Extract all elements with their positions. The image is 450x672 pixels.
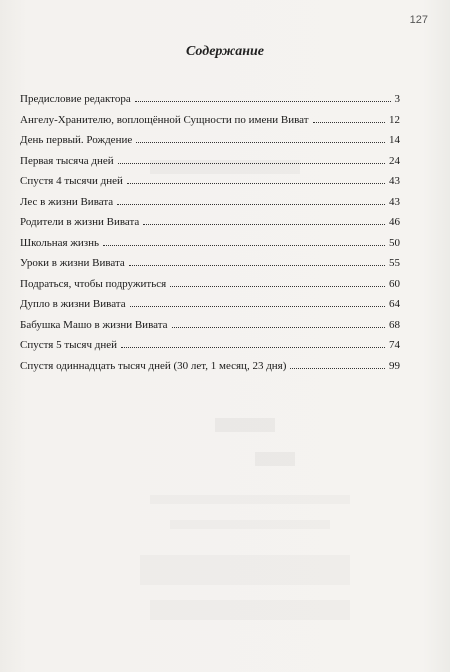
dot-leader	[103, 245, 385, 246]
dot-leader	[129, 265, 385, 266]
toc-entry-title: Лес в жизни Вивата	[20, 195, 114, 208]
toc-entry	[20, 215, 400, 236]
page-number: 127	[409, 14, 428, 26]
dot-leader	[136, 142, 385, 143]
dot-leader	[143, 224, 385, 225]
toc-entry-page: 3	[394, 93, 400, 105]
toc-entry-page: 46	[389, 216, 400, 228]
toc-entry-page: 64	[389, 298, 400, 310]
toc-entry-page: 60	[389, 277, 400, 290]
dot-leader	[290, 368, 385, 369]
toc-title: Содержание	[186, 44, 264, 59]
toc-entry-page: 99	[389, 359, 400, 372]
toc-entry	[20, 318, 400, 339]
toc-entry-page: 12	[389, 113, 400, 126]
show-through-block	[150, 600, 350, 620]
dot-leader	[172, 327, 385, 328]
toc-entry-page: 68	[389, 318, 400, 331]
show-through-block	[150, 495, 350, 504]
toc-entry-title: Предисловие редактора	[20, 93, 131, 105]
dot-leader	[121, 347, 385, 348]
show-through-block	[140, 555, 350, 585]
toc-entry	[20, 195, 400, 216]
toc-entry-page: 43	[389, 175, 400, 187]
toc-entry-title: Уроки в жизни Вивата	[20, 257, 125, 269]
toc-entry-title: Родители в жизни Вивата	[20, 216, 140, 228]
toc-entry	[20, 92, 400, 113]
toc-entry	[20, 338, 400, 359]
toc-entry	[20, 174, 400, 195]
toc-entry	[20, 256, 400, 277]
toc-entry-title: Спустя одиннадцать тысяч дней (30 лет, 1 месяц, 23 дня)	[20, 359, 287, 372]
toc-entry	[20, 359, 400, 380]
toc-entry	[20, 154, 400, 175]
show-through-block	[215, 418, 275, 432]
dot-leader	[118, 163, 385, 164]
toc-entry-title: Первая тысяча дней	[20, 154, 114, 167]
toc-entry-page: 55	[389, 257, 400, 269]
toc-entry	[20, 133, 400, 154]
dot-leader	[130, 306, 385, 307]
toc-entry-title: Бабушка Машо в жизни Вивата	[20, 318, 168, 331]
show-through-block	[255, 452, 295, 466]
toc-entry-page: 14	[389, 134, 400, 146]
toc-entry	[20, 297, 400, 318]
toc-entry-title: День первый. Рождение	[20, 134, 133, 146]
toc-entry-title: Школьная жизнь	[20, 236, 100, 249]
dot-leader	[313, 122, 385, 123]
toc-entry-title: Спустя 4 тысячи дней	[20, 175, 123, 187]
toc-entry-page: 24	[389, 154, 400, 167]
toc-list	[20, 92, 400, 379]
dot-leader	[135, 101, 391, 102]
toc-entry	[20, 236, 400, 257]
toc-entry-title: Подраться, чтобы подружиться	[20, 277, 167, 290]
dot-leader	[117, 204, 385, 205]
toc-entry	[20, 277, 400, 298]
toc-entry-page: 43	[389, 195, 400, 208]
toc-entry-page: 50	[389, 236, 400, 249]
show-through-block	[170, 520, 330, 529]
toc-entry-title: Ангелу-Хранителю, воплощённой Сущности по имени Виват	[20, 113, 309, 126]
dot-leader	[170, 286, 385, 287]
toc-entry-title: Дупло в жизни Вивата	[20, 298, 126, 310]
dot-leader	[127, 183, 385, 184]
toc-entry-title: Спустя 5 тысяч дней	[20, 339, 118, 351]
toc-entry-page: 74	[389, 339, 400, 351]
toc-entry	[20, 113, 400, 134]
